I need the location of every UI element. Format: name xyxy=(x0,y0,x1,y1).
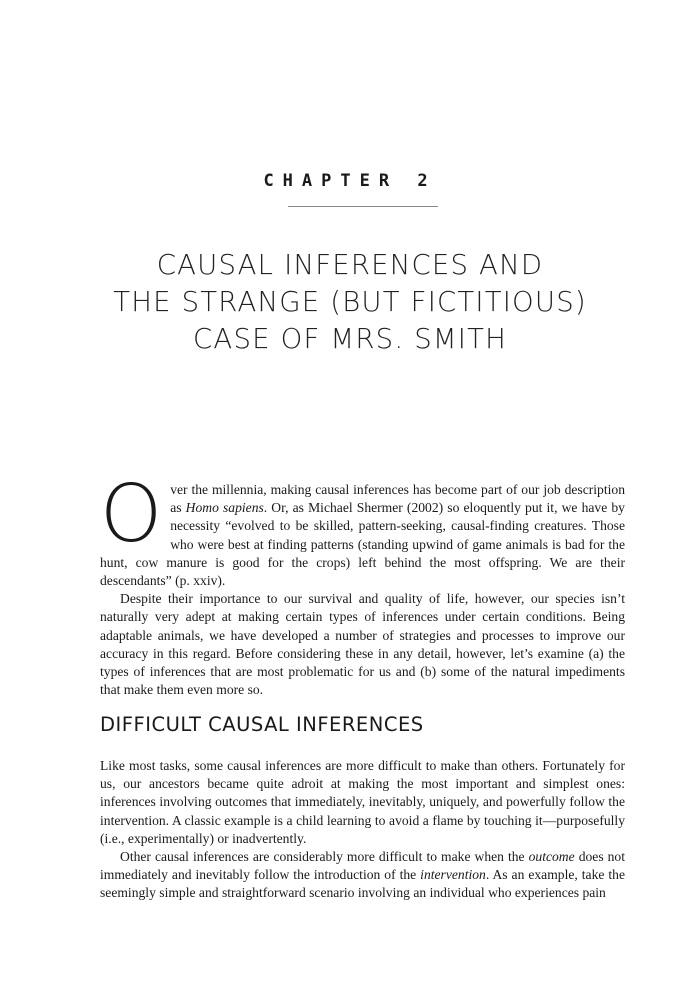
intro-paragraph-1-text-c: . Or, as Michael Shermer (2002) so eloquently put it, we have by necessity “evolved to be skilled, pattern-seeking, causal-finding creatures. Those who were best at finding patterns (standing upwind of game animals is bad for the hunt, cow manure is good for the crops) left behind the most offspring. We are their descendants” (p. xxiv). xyxy=(100,500,625,589)
intro-paragraph-1-italic: Homo sapiens xyxy=(185,500,264,516)
intro-text xyxy=(100,468,625,699)
section-paragraph-2-italic-outcome: outcome xyxy=(528,849,575,865)
chapter-title-line-1: CAUSAL INFERENCES AND xyxy=(156,249,544,281)
intro-paragraph-1-text-a: ver the millennia, making causal inferences has become part of our job description as xyxy=(170,482,625,516)
section-paragraph-1: Like most tasks, some causal inferences are more difficult to make than others. Fortunately for us, our ancestors became quite adroit at making the most important and simplest ones: inferences involving outcomes that immediately, inevitably, uniquely, and powerfully follow the intervention. A classic example is a child learning to avoid a flame by touching it—purposefully (i.e., experimentally) or inadvertently. xyxy=(100,758,625,846)
section-paragraph-2-text-c: does not immediately and inevitably follow the introduction of the xyxy=(100,849,626,883)
chapter-label: CHAPTER 2 xyxy=(263,171,437,191)
section-paragraph-2 xyxy=(100,848,625,903)
section-paragraph-2-text-e: . As an example, take the seemingly simple and straightforward scenario involving an individual who experiences pain xyxy=(100,867,625,901)
section-text xyxy=(100,757,625,903)
section-paragraph-2-text-a: Other causal inferences are considerably more difficult to make when the xyxy=(120,849,529,865)
section-heading: DIFFICULT CAUSAL INFERENCES xyxy=(100,713,424,736)
chapter-divider xyxy=(288,206,438,207)
intro-paragraph-2: Despite their importance to our survival and quality of life, however, our species isn’t naturally very adept at making certain types of inferences under certain conditions. Being adaptable animals, we have developed a number of strategies and processes to improve our accuracy in this regard. Before considering these in any detail, however, let’s examine (a) the types of inferences that are most problematic for us and (b) some of the natural impediments that make them even more so. xyxy=(100,591,625,698)
intro-paragraph-1 xyxy=(100,468,625,590)
chapter-title-line-2: THE STRANGE (BUT FICTITIOUS) xyxy=(113,286,587,318)
drop-cap: O xyxy=(100,468,163,560)
chapter-title xyxy=(0,247,700,358)
section-paragraph-2-italic-intervention: intervention xyxy=(420,867,486,883)
chapter-title-line-3: CASE OF MRS. SMITH xyxy=(193,323,507,355)
